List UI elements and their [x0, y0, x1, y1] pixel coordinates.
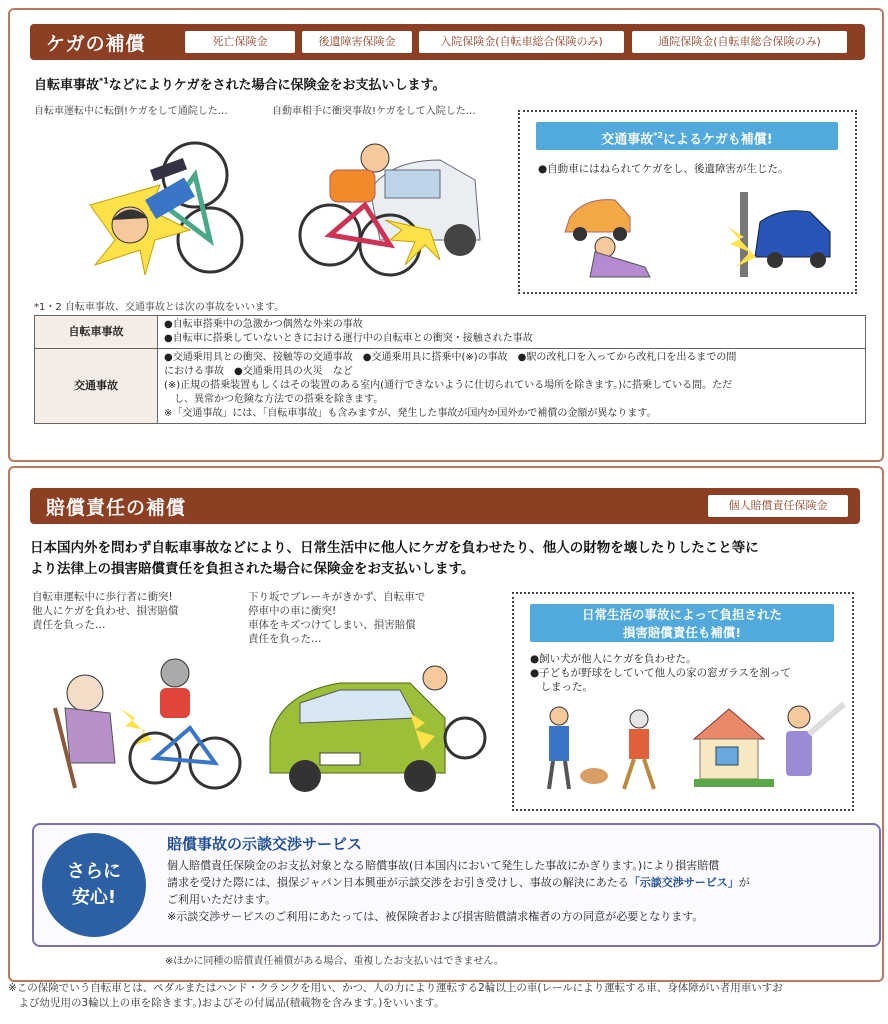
row-head-bicycle: 自転車事故	[35, 316, 158, 349]
definition-table	[34, 315, 866, 424]
liability-panel	[8, 466, 884, 982]
settlement-service-title: 賠償事故の示談交渉サービス	[167, 835, 363, 853]
table-row	[35, 316, 866, 349]
liability-case2-caption: 下り坂でブレーキがきかず、自転車で 停車中の車に衝突! 車体をキズつけてしまい、損害賠償 責任を負った…	[248, 591, 426, 645]
tag-outpatient: 通院保険金(自転車総合保険のみ)	[632, 31, 847, 53]
injury-title: ケガの補償	[46, 33, 146, 55]
bicycle-fall-illustration	[60, 130, 250, 280]
pedestrian-hit-illustration	[40, 648, 240, 798]
tag-liability: 個人賠償責任保険金	[708, 495, 848, 517]
injury-case2-caption: 自動車相手に衝突事故!ケガをして入院した…	[272, 106, 476, 117]
injury-panel	[8, 8, 884, 462]
injury-lead: 自転車事故$^{*1}$などによりケガをされた場合に保険金をお支払いします。	[34, 76, 446, 93]
daily-accident-box	[512, 592, 854, 811]
row-body-bicycle: ●自転車搭乗中の急激かつ偶然な外来の事故 ●自転車に搭乗していないときにおける運行中の自転車との衝突・接触された事故	[158, 316, 866, 349]
liability-case1-caption: 自転車運転中に歩行者に衝突! 他人にケガを負わせ、損害賠償 責任を負った…	[32, 591, 179, 631]
injury-case1-caption: 自転車運転中に転倒!ケガをして通院した…	[34, 106, 228, 117]
tag-death: 死亡保険金	[185, 31, 295, 53]
bicycle-car-collision-illustration	[290, 130, 490, 285]
definition-note: *1・2 自転車事故、交通事故とは次の事故をいいます。	[34, 302, 285, 313]
settlement-service-body: 個人賠償責任保険金のお支払対象となる賠償事故(日本国内において発生した事故にかぎります。)により損害賠償 請求を受けた際には、損保ジャパン日本興亜が示談交渉をお引き受けし、事故の解決にあたる「示談交渉サービス」が ご利用いただけます。 ※示談交渉サービスのご利用にあたっては、被保険者および損害賠償請求権者の方の同意が必要となります。	[167, 859, 750, 923]
tag-disability: 後遺障害保険金	[302, 31, 412, 53]
traffic-box-title: 交通事故$^{*2}$によるケガも補償!	[536, 122, 838, 150]
settlement-service-box	[32, 823, 881, 947]
liability-lead: 日本国内外を問わず自転車事故などにより、日常生活中に他人にケガを負わせたり、他人の財物を壊したりしたこと等に より法律上の損害賠償責任を負担された場合に保険金をお支払いします。	[30, 540, 759, 577]
dog-bite-illustration	[539, 704, 689, 794]
daily-box-bullets: ●飼い犬が他人にケガを負わせた。 ●子どもが野球をしていて他人の家の窓ガラスを割って しまった。	[530, 653, 791, 693]
car-scratch-illustration	[260, 658, 480, 808]
tag-hospital: 入院保険金(自転車総合保険のみ)	[419, 31, 624, 53]
injury-header	[30, 24, 865, 60]
traffic-box-bullet: ●自動車にはねられてケガをし、後遺障害が生じた。	[538, 163, 789, 175]
footer-note: ※この保険でいう自転車とは、ペダルまたはハンド・クランクを用い、かつ、人の力により運転する2輪以上の車(レールにより運転する車、身体障がい者用車いすお よび幼児用の3輪以上の車を除きます。)およびその付属品(積載物を含みます。)をいいます。	[8, 982, 783, 1009]
liability-header	[30, 488, 860, 524]
daily-box-title: 日常生活の事故によって負担された 損害賠償責任も補償!	[530, 604, 834, 642]
broken-window-illustration	[694, 699, 844, 794]
table-row	[35, 349, 866, 424]
row-body-traffic: ●交通乗用具との衝突、接触等の交通事故 ●交通乗用具に搭乗中(※)の事故 ●駅の改札口を入ってから改札口を出るまでの間 における事故 ●交通乗用具の火災 など (※)正規の搭乗装置もしくはその装置のある室内(通行できないように仕切られている場所を除きます。)に搭乗している間。ただ し、異常かつ危険な方法での搭乗を除きます。 ※「交通事故」には、「自転車事故」も含みますが、発生した事故が国内か国外かで補償の金額が異なります。	[158, 349, 866, 424]
traffic-accident-box	[518, 110, 857, 294]
pedestrian-hit-car-illustration	[550, 182, 840, 282]
anshin-badge: さらに 安心!	[42, 833, 146, 937]
row-head-traffic: 交通事故	[35, 349, 158, 424]
liability-title: 賠償責任の補償	[46, 497, 187, 519]
duplicate-note: ※ほかに同種の賠償責任補償がある場合、重複したお支払いはできません。	[165, 956, 504, 967]
